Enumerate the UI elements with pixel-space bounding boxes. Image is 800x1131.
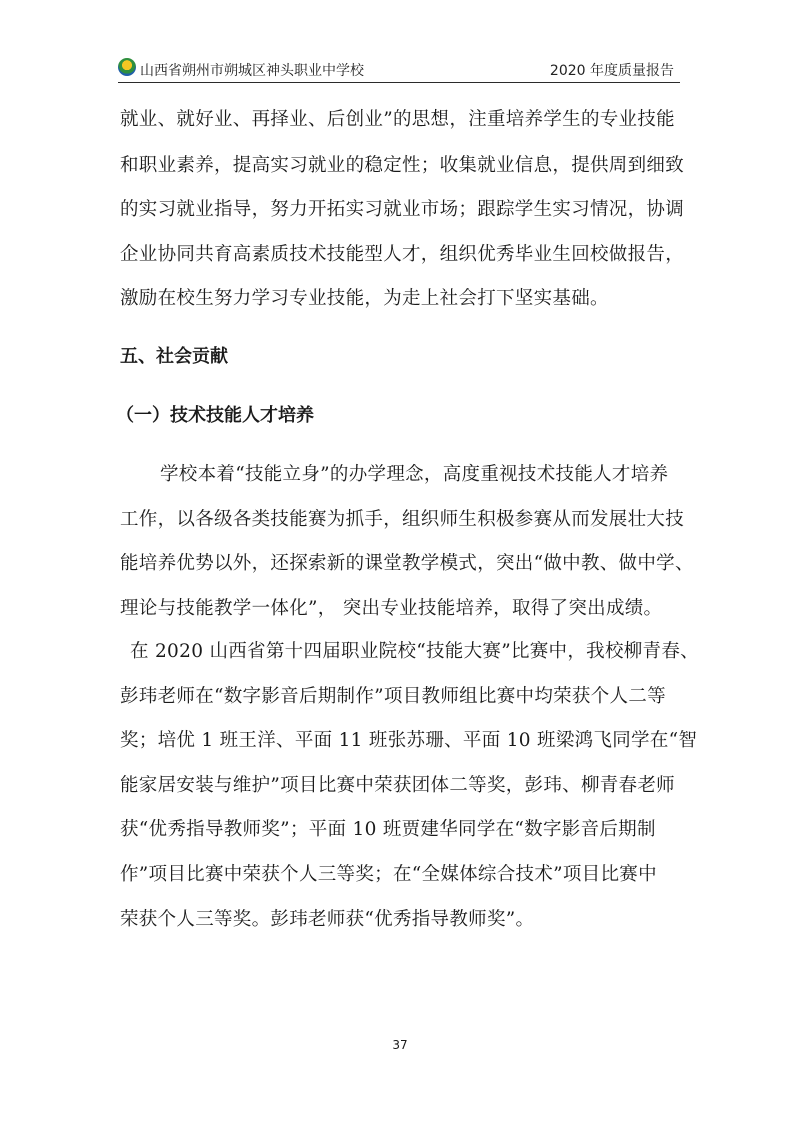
- text-line: 企业协同共育高素质技术技能型人才，组织优秀毕业生回校做报告，: [120, 244, 685, 265]
- school-logo-icon: [118, 58, 136, 76]
- header-report-title: 2020 年度质量报告: [549, 63, 674, 79]
- page-number: 37: [392, 1038, 408, 1052]
- text-line: 彭玮老师在“数字影音后期制作”项目教师组比赛中均荣获个人二等: [120, 686, 666, 707]
- text-line: 能培养优势以外，还探索新的课堂教学模式，突出“做中教、做中学、: [120, 553, 694, 574]
- section-heading: 五、社会贡献: [120, 346, 228, 367]
- text-line: 学校本着“技能立身”的办学理念，高度重视技术技能人才培养: [160, 464, 669, 485]
- text-line: 奖；培优 1 班王洋、平面 11 班张苏珊、平面 10 班梁鸿飞同学在“智: [120, 730, 698, 751]
- text-line: 理论与技能教学一体化”， 突出专业技能培养，取得了突出成绩。: [120, 598, 663, 619]
- text-line: 荣获个人三等奖。彭玮老师获“优秀指导教师奖”。: [120, 909, 535, 930]
- text-line: 获“优秀指导教师奖”；平面 10 班贾建华同学在“数字影音后期制: [120, 819, 656, 840]
- subsection-heading: （一）技术技能人才培养: [116, 405, 314, 426]
- text-line: 就业、就好业、再择业、后创业”的思想，注重培养学生的专业技能: [120, 109, 675, 130]
- text-line: 和职业素养，提高实习就业的稳定性；收集就业信息，提供周到细致: [120, 155, 685, 176]
- text-line: 激励在校生努力学习专业技能，为走上社会打下坚实基础。: [120, 288, 609, 309]
- header-school-name: 山西省朔州市朔城区神头职业中学校: [140, 63, 364, 79]
- text-line: 工作，以各级各类技能赛为抓手，组织师生积极参赛从而发展壮大技: [120, 509, 685, 530]
- text-line: 能家居安装与维护”项目比赛中荣获团体二等奖，彭玮、柳青春老师: [120, 775, 675, 796]
- text-line: 作”项目比赛中荣获个人三等奖；在“全媒体综合技术”项目比赛中: [120, 864, 657, 885]
- page-header: [118, 56, 680, 83]
- text-line: 的实习就业指导，努力开拓实习就业市场；跟踪学生实习情况，协调: [120, 199, 685, 220]
- text-line: 在 2020 山西省第十四届职业院校“技能大赛”比赛中，我校柳青春、: [130, 641, 699, 662]
